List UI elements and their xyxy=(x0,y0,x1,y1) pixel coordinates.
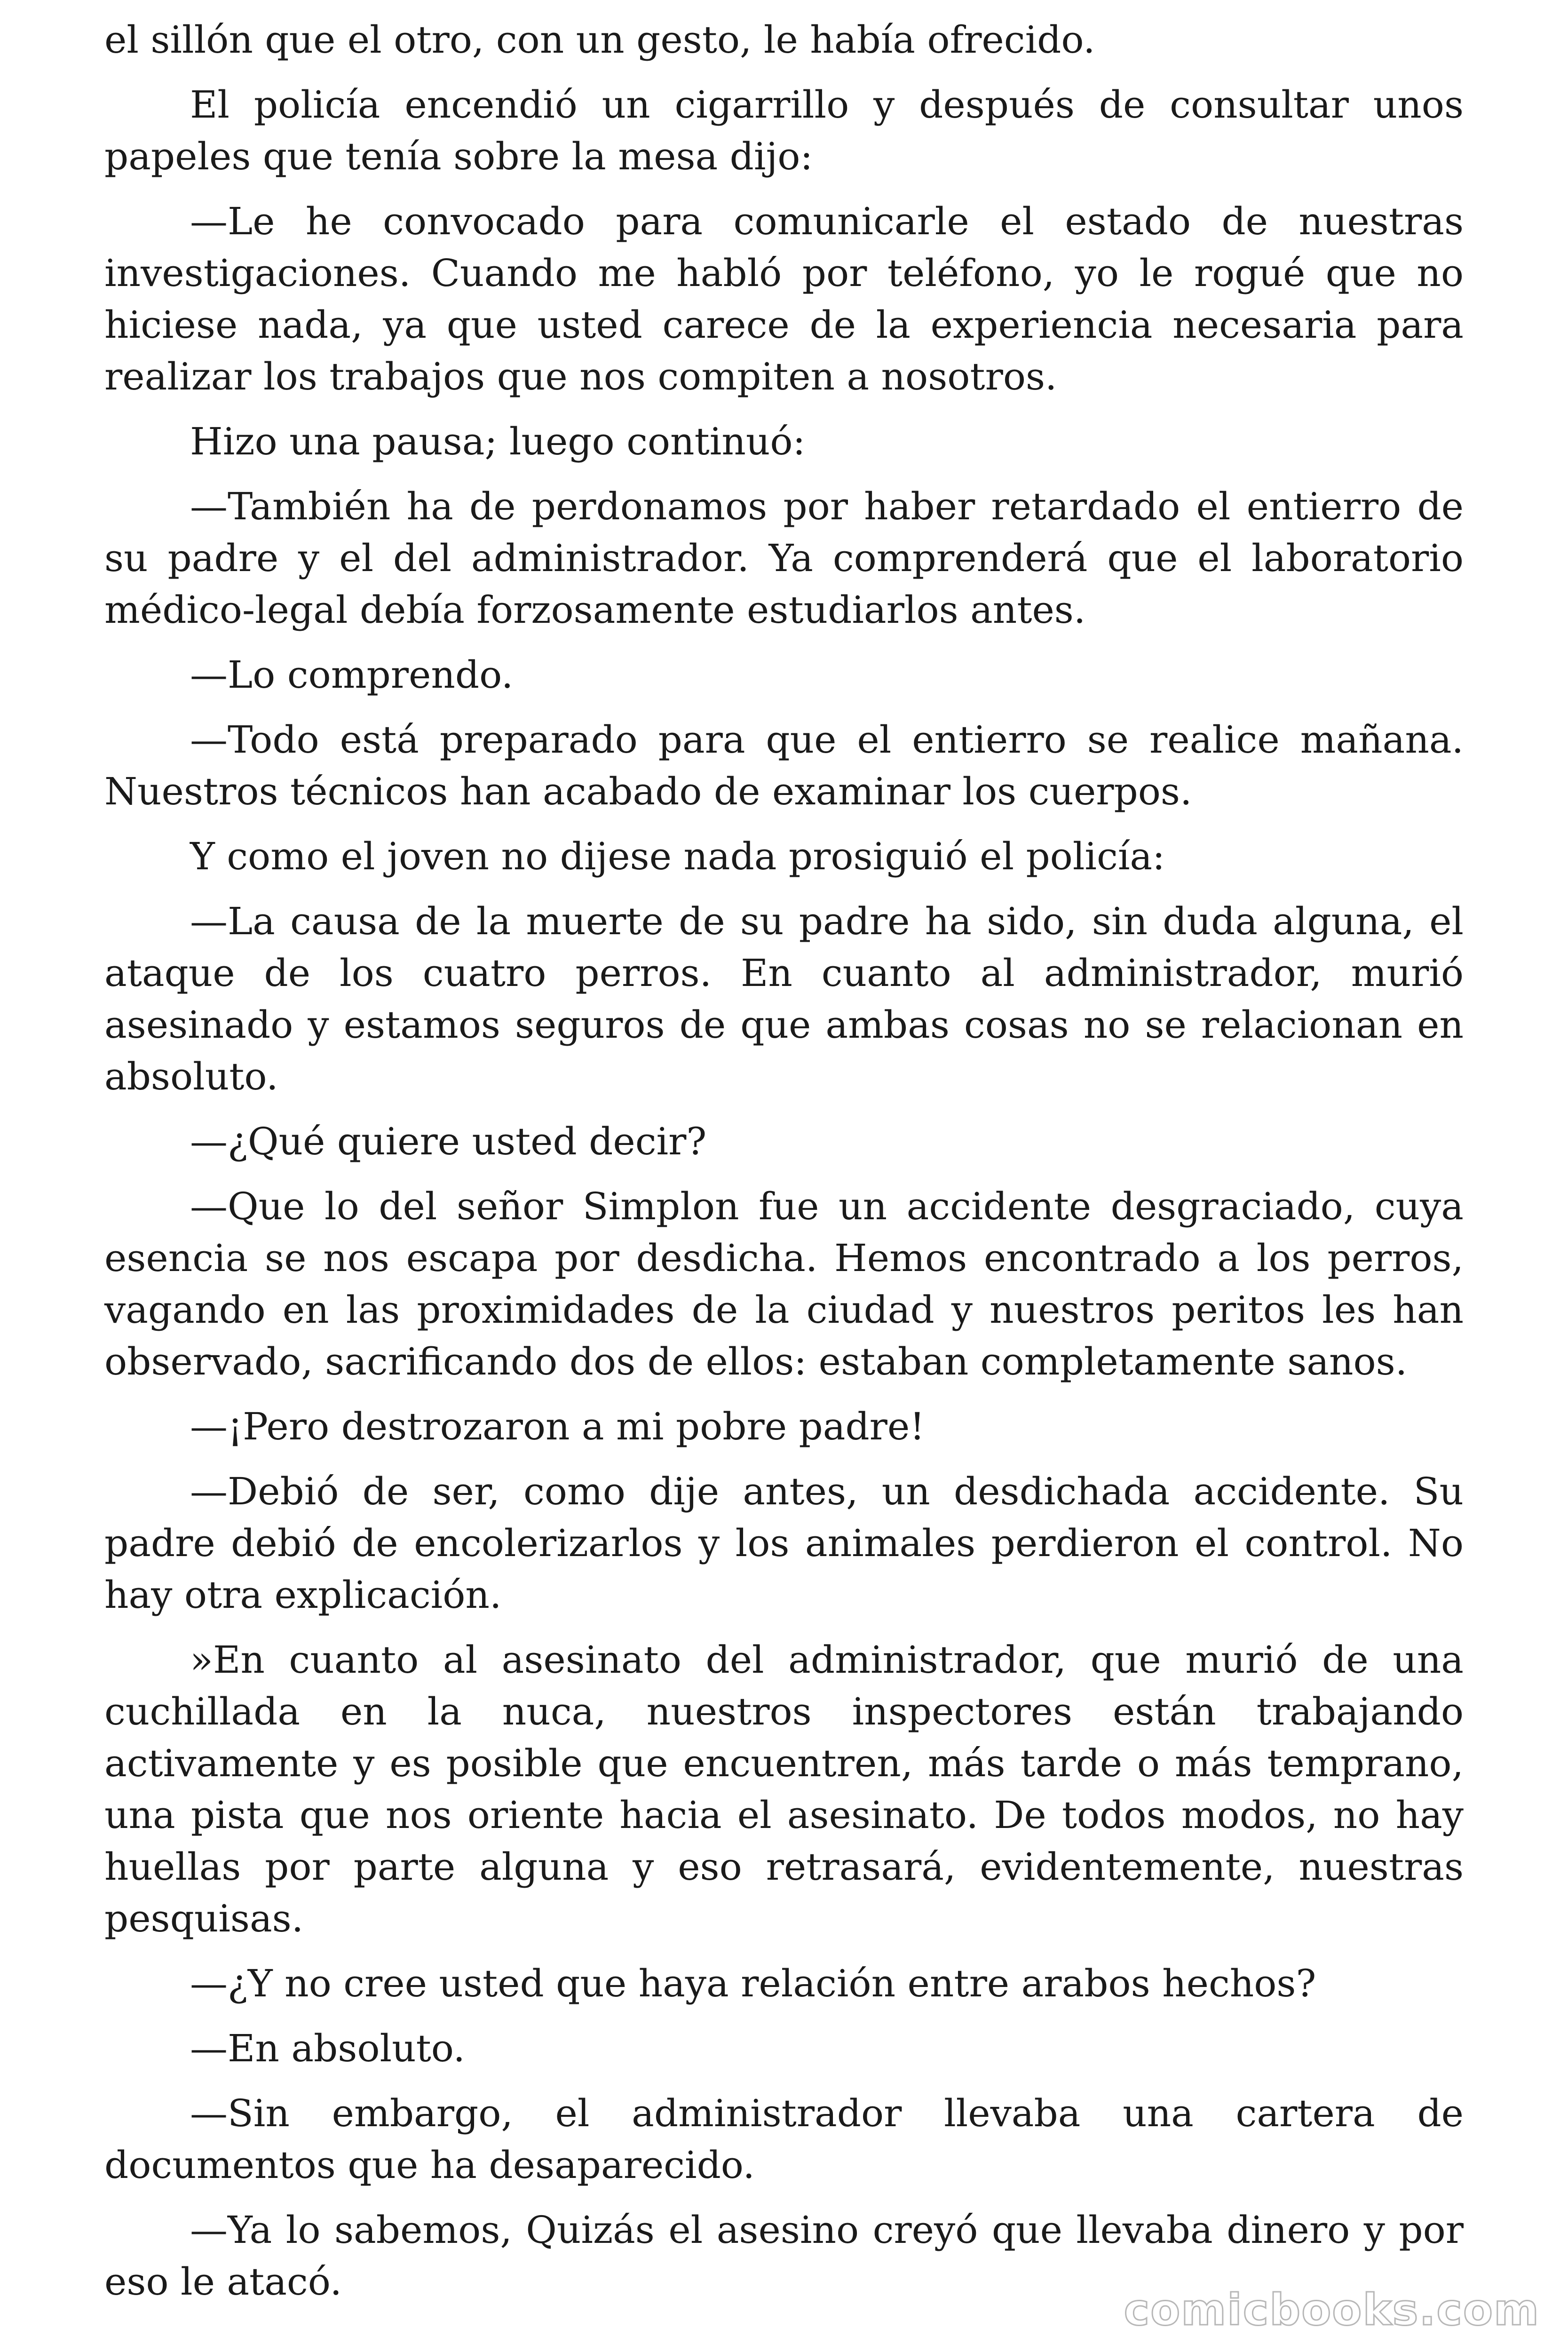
paragraph: —Le he convocado para comunicarle el estado de nuestras investigaciones. Cuando me habló por teléfono, yo le rogué que no hiciese nada, ya que usted carece de la experiencia necesaria para realizar los trabajos que nos compiten a nosotros. xyxy=(104,199,1464,398)
paragraph-continuation: el sillón que el otro, con un gesto, le había ofrecido. xyxy=(104,18,1095,62)
paragraph: Y como el joven no dijese nada prosiguió el policía: xyxy=(190,834,1165,878)
paragraph: »En cuanto al asesinato del administrador, que murió de una cuchillada en la nuca, nuestros inspectores están trabajando activamente y es posible que encuentren, más tarde o más temprano, una pista que nos oriente hacia el asesinato. De todos modos, no hay huellas por parte alguna y eso retrasará, evidentemente, nuestras pesquisas. xyxy=(104,1638,1464,1940)
paragraph: —Que lo del señor Simplon fue un accidente desgraciado, cuya esencia se nos escapa por desdicha. Hemos encontrado a los perros, vagando en las proximidades de la ciudad y nuestros peritos les han observado, sacrificando dos de ellos: estaban completamente sanos. xyxy=(104,1184,1464,1383)
paragraph: Hizo una pausa; luego continuó: xyxy=(190,420,806,463)
paragraph: —Debió de ser, como dije antes, un desdichada accidente. Su padre debió de encolerizarlos y los animales perdieron el control. No hay otra explicación. xyxy=(104,1470,1464,1617)
paragraph: —También ha de perdonamos por haber retardado el entierro de su padre y el del administrador. Ya comprenderá que el laboratorio médico-legal debía forzosamente estudiarlos antes. xyxy=(104,485,1464,632)
paragraph: —Sin embargo, el administrador llevaba una cartera de documentos que ha desaparecido. xyxy=(104,2091,1464,2187)
paragraph: —En absoluto. xyxy=(190,2026,465,2070)
paragraph: —¡Pero destrozaron a mi pobre padre! xyxy=(190,1405,925,1448)
body-text xyxy=(104,14,1464,2321)
paragraph: —La causa de la muerte de su padre ha sido, sin duda alguna, el ataque de los cuatro perros. En cuanto al administrador, murió asesinado y estamos seguros de que ambas cosas no se relacionan en absoluto. xyxy=(104,899,1464,1098)
paragraph: —Ya lo sabemos, Quizás el asesino creyó que llevaba dinero y por eso le atacó. xyxy=(104,2208,1464,2304)
watermark: comicbooks.com xyxy=(1124,2285,1540,2335)
paragraph: —¿Y no cree usted que haya relación entre arabos hechos? xyxy=(190,1962,1316,2005)
paragraph: —Todo está preparado para que el entierro se realice mañana. Nuestros técnicos han acabado de examinar los cuerpos. xyxy=(104,718,1464,813)
paragraph: —¿Qué quiere usted decir? xyxy=(190,1120,707,1163)
paragraph: —Lo comprendo. xyxy=(190,653,514,697)
paragraph: El policía encendió un cigarrillo y después de consultar unos papeles que tenía sobre la mesa dijo: xyxy=(104,83,1464,178)
